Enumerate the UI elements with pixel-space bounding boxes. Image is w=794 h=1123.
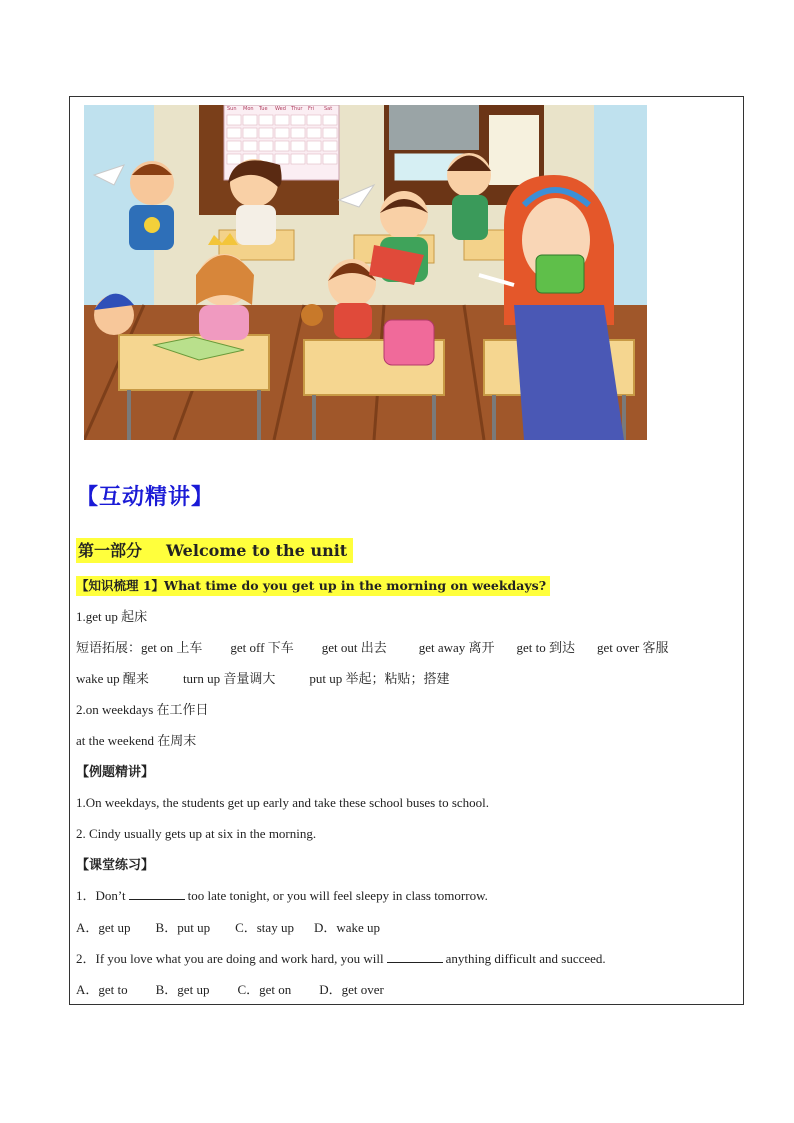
- phrase: get out 出去: [321, 640, 387, 655]
- question-1: [76, 887, 488, 905]
- knowledge-point-title: 【知识梳理 1】What time do you get up in the morning on weekdays?: [76, 576, 550, 596]
- item2-head: 2.on weekdays 在工作日: [76, 702, 209, 717]
- part-title-cn: 第一部分: [78, 541, 143, 560]
- phrase-label: 短语拓展：: [76, 640, 142, 655]
- example-sentence: 1.On weekdays, the students get up early and take these school buses to school.: [76, 795, 490, 810]
- option-d[interactable]: D．get over: [319, 982, 384, 997]
- classroom-illustration: [84, 105, 647, 440]
- option-b[interactable]: B．put up: [155, 920, 211, 935]
- option-a[interactable]: A．get to: [76, 982, 128, 997]
- option-c[interactable]: C．stay up: [235, 920, 294, 935]
- phrase: wake up 醒来: [76, 671, 149, 686]
- option-a[interactable]: A．get up: [76, 920, 131, 935]
- phrase: get off 下车: [230, 640, 294, 655]
- answer-blank[interactable]: [387, 950, 443, 963]
- phrase: get on 上车: [141, 640, 203, 655]
- question-1-after: too late tonight, or you will feel sleepy in class tomorrow.: [187, 888, 488, 903]
- calendar-day: Thur: [291, 106, 303, 112]
- option-b[interactable]: B．get up: [155, 982, 210, 997]
- phrase: get to 到达: [516, 640, 576, 655]
- question-2-before: 2．If you love what you are doing and work hard, you will: [76, 951, 384, 966]
- answer-blank[interactable]: [129, 887, 185, 900]
- part-title: [76, 538, 353, 563]
- calendar-day: Tue: [259, 106, 268, 112]
- example-sentence: 2. Cindy usually gets up at six in the morning.: [76, 826, 317, 841]
- question-1-options: [76, 919, 380, 937]
- calendar-day: Wed: [275, 106, 286, 112]
- phrase: turn up 音量调大: [182, 671, 276, 686]
- question-2: [76, 950, 606, 968]
- phrase: get over 客服: [597, 640, 669, 655]
- question-2-options: [76, 981, 384, 999]
- part-title-en: Welcome to the unit: [166, 541, 348, 560]
- option-c[interactable]: C．get on: [237, 982, 292, 997]
- phrase: put up 举起；粘贴；搭建: [309, 671, 450, 686]
- item1-head: 1.get up 起床: [76, 609, 148, 624]
- phrase-row-1: [76, 639, 669, 657]
- practice-title: 【课堂练习】: [76, 857, 155, 872]
- question-1-before: 1．Don’t: [76, 888, 126, 903]
- phrase-row-2: [76, 670, 450, 688]
- item2-sub: at the weekend 在周末: [76, 733, 197, 748]
- calendar-day: Sat: [324, 106, 333, 112]
- option-d[interactable]: D．wake up: [313, 920, 381, 935]
- phrase: get away 离开: [418, 640, 495, 655]
- question-2-after: anything difficult and succeed.: [445, 951, 606, 966]
- calendar-day: Fri: [308, 106, 314, 112]
- calendar-day: Sun: [227, 106, 237, 112]
- section-title: 【互动精讲】: [76, 485, 215, 510]
- classroom-scene: [84, 105, 647, 440]
- calendar-day: Mon: [243, 106, 254, 112]
- example-title: 【例题精讲】: [76, 764, 155, 779]
